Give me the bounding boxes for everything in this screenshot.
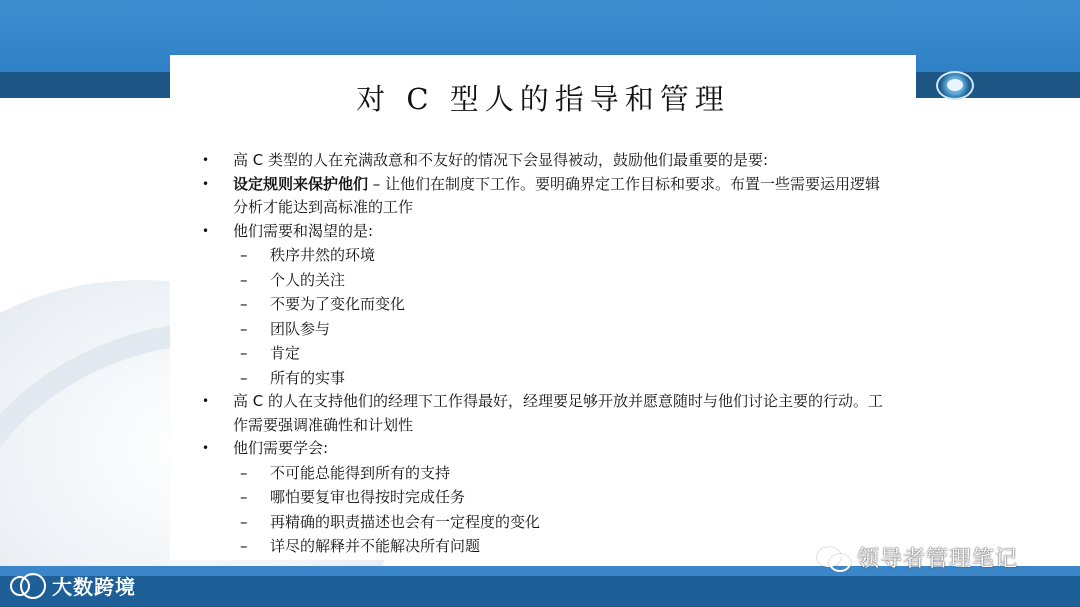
dash-icon: – — [240, 344, 248, 362]
bullet-item — [200, 149, 890, 173]
dash-icon: – — [240, 368, 248, 387]
wechat-icon — [815, 543, 853, 573]
corner-logo-center — [947, 79, 963, 91]
brand-name: 大数跨境 — [52, 574, 136, 599]
sub-item — [200, 366, 890, 391]
corner-logo-icon — [936, 71, 974, 100]
bullet-item — [200, 220, 890, 244]
dash-icon: – — [240, 512, 248, 531]
bullet-item — [200, 390, 890, 437]
sub-item-text: 秩序井然的环境 — [270, 246, 376, 264]
bottom-banner — [0, 576, 1080, 607]
bullet-icon: • — [202, 223, 210, 238]
sub-item-text: 不可能总能得到所有的支持 — [270, 463, 451, 482]
watermark-text: 领导者管理笔记 — [857, 547, 1019, 572]
dash-icon: – — [240, 295, 248, 313]
sub-item — [200, 317, 890, 342]
dash-icon: – — [240, 270, 248, 289]
sub-item-text: 肯定 — [270, 344, 301, 362]
sub-item-text: 详尽的解释并不能解决所有问题 — [270, 537, 481, 555]
sub-item — [200, 292, 890, 317]
sub-item — [200, 510, 890, 535]
sub-item-text: 团队参与 — [270, 319, 331, 338]
bullet-icon: • — [202, 441, 210, 455]
bullet-icon: • — [202, 176, 210, 191]
bullet-text: 他们需要学会: — [233, 439, 329, 457]
sub-item-text: 个人的关注 — [270, 270, 346, 289]
bullet-text: 高 C 的人在支持他们的经理下工作得最好，经理要足够开放并愿意随时与他们讨论主要的行动。工作需要强调准确性和计划性 — [233, 392, 884, 434]
slide-title: 对 C 型人的指导和管理 — [356, 82, 730, 116]
bullet-item — [200, 173, 890, 220]
slide-body — [200, 149, 890, 559]
brand-mark-icon — [8, 570, 48, 600]
bullet-text: – 让他们在制度下工作。要明确界定工作目标和要求。布置一些需要运用逻辑分析才能达到高标准的工作 — [233, 174, 881, 216]
sub-item-text: 再精确的职责描述也会有一定程度的变化 — [270, 512, 541, 531]
sub-item — [200, 534, 890, 559]
sub-item — [200, 268, 890, 293]
sub-item-text: 哪怕要复审也得按时完成任务 — [270, 488, 466, 506]
wechat-watermark — [815, 542, 1018, 573]
brand-logo — [8, 568, 136, 602]
dash-icon: – — [240, 488, 248, 506]
sub-item-text: 所有的实事 — [270, 368, 346, 387]
sub-item — [200, 485, 890, 510]
bullet-icon: • — [202, 394, 210, 408]
dash-icon: – — [240, 319, 248, 338]
content-card — [170, 55, 916, 560]
dash-icon: – — [240, 246, 248, 264]
bullet-text: 高 C 类型的人在充满敌意和不友好的情况下会显得被动，鼓励他们最重要的是要: — [233, 151, 769, 169]
sub-item — [200, 461, 890, 486]
bullet-text: 他们需要和渴望的是: — [233, 221, 374, 240]
sub-item-text: 不要为了变化而变化 — [270, 295, 406, 313]
bullet-icon: • — [202, 153, 210, 167]
bullet-emphasis: 设定规则来保护他们 — [233, 174, 369, 193]
dash-icon: – — [240, 537, 248, 555]
sub-item — [200, 341, 890, 366]
sub-item — [200, 243, 890, 268]
bullet-item — [200, 437, 890, 461]
dash-icon: – — [240, 463, 248, 482]
